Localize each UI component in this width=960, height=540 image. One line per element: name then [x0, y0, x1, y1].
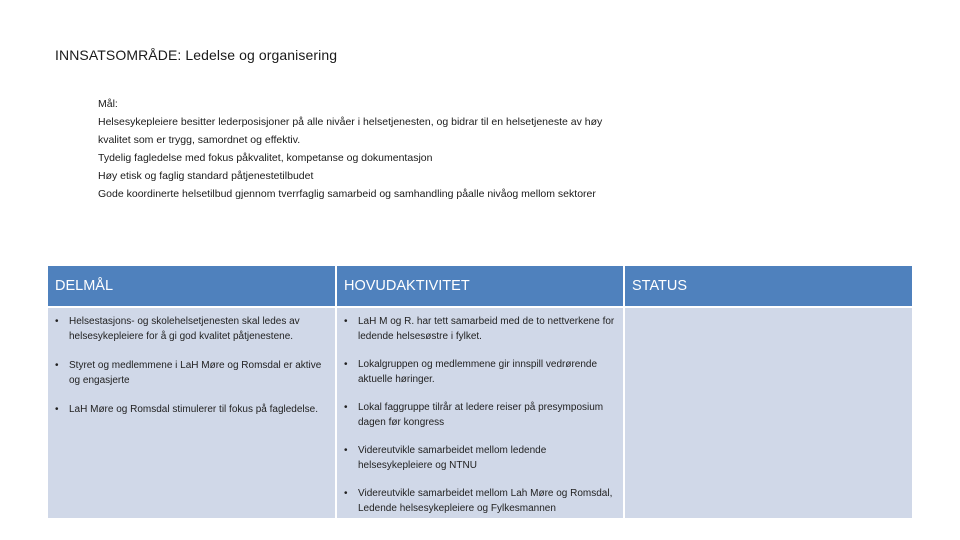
aktivitet-item: • Videreutvikle samarbeidet mellom Lah Møre og Romsdal, Ledende helsesykepleiere og Fylkesmannen — [343, 486, 617, 516]
goals-heading: Mål: — [98, 98, 118, 110]
status-cell — [624, 307, 912, 518]
page-title: INNSATSOMRÅDE: Ledelse og organisering — [55, 47, 338, 63]
header-delmal: DELMÅL — [48, 266, 336, 307]
delmal-item: • Helsestasjons- og skolehelsetjenesten skal ledes av helsesykepleiere for å gi god kvalitet påtjenestene. — [54, 314, 329, 344]
goal-line: Tydelig fagledelse med fokus påkvalitet, kompetanse og dokumentasjon — [98, 152, 433, 164]
goal-line: Helsesykepleiere besitter lederposisjoner på alle nivåer i helsetjenesten, og bidrar til en helsetjeneste av høy — [98, 116, 603, 128]
goal-line: Gode koordinerte helsetilbud gjennom tverrfaglig samarbeid og samhandling påalle nivåog mellom sektorer — [98, 188, 596, 200]
aktivitet-item: • Lokal faggruppe tilrår at ledere reiser på presymposium dagen før kongress — [343, 400, 617, 430]
delmal-item: • LaH Møre og Romsdal stimulerer til fokus på fagledelse. — [54, 402, 329, 417]
goal-line: Høy etisk og faglig standard påtjenestetilbudet — [98, 170, 314, 182]
header-hovudaktivitet: HOVUDAKTIVITET — [336, 266, 624, 307]
aktivitet-item: • Lokalgruppen og medlemmene gir innspill vedrørende aktuelle høringer. — [343, 357, 617, 387]
table-header-row — [48, 266, 912, 307]
aktivitet-item: • LaH M og R. har tett samarbeid med de to nettverkene for ledende helsesøstre i fylket. — [343, 314, 617, 344]
aktivitet-item: • Videreutvikle samarbeidet mellom ledende helsesykepleiere og NTNU — [343, 443, 617, 473]
goal-line: kvalitet som er trygg, samordnet og effektiv. — [98, 134, 301, 146]
hovudaktivitet-cell — [336, 307, 624, 518]
plan-table — [48, 266, 912, 518]
header-status: STATUS — [624, 266, 912, 307]
delmal-item: • Styret og medlemmene i LaH Møre og Romsdal er aktive og engasjerte — [54, 358, 329, 388]
delmal-cell — [48, 307, 336, 518]
goals-block — [98, 95, 602, 203]
table-row — [48, 307, 912, 518]
